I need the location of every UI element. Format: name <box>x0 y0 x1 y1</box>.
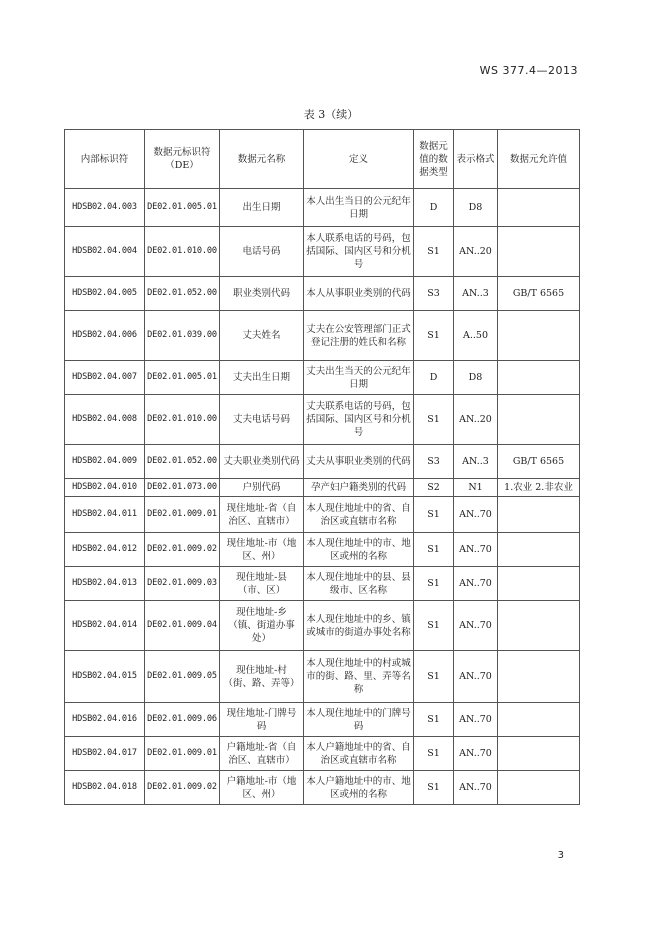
cell-format: AN..70 <box>454 771 498 805</box>
col-header-de-id: 数据元标识符（DE） <box>145 130 220 189</box>
cell-allowed <box>498 601 580 651</box>
cell-de: DE02.01.010.00 <box>145 227 220 277</box>
cell-de: DE02.01.009.02 <box>145 533 220 567</box>
cell-definition: 本人现住地址中的市、地区或州的名称 <box>304 533 414 567</box>
cell-id: HDSB02.04.004 <box>65 227 145 277</box>
table-row <box>65 497 580 533</box>
cell-definition: 本人现住地址中的省、自治区或直辖市名称 <box>304 497 414 533</box>
cell-definition: 丈夫联系电话的号码，包括国际、国内区号和分机号 <box>304 395 414 445</box>
table-row <box>65 277 580 311</box>
cell-name: 职业类别代码 <box>220 277 304 311</box>
cell-id: HDSB02.04.003 <box>65 189 145 227</box>
table-row <box>65 361 580 395</box>
cell-name: 现住地址-县（市、区） <box>220 567 304 601</box>
cell-format: A..50 <box>454 311 498 361</box>
cell-name: 丈夫出生日期 <box>220 361 304 395</box>
cell-id: HDSB02.04.010 <box>65 479 145 497</box>
cell-definition: 丈夫出生当天的公元纪年日期 <box>304 361 414 395</box>
cell-name: 现住地址-省（自治区、直辖市） <box>220 497 304 533</box>
cell-de: DE02.01.010.00 <box>145 395 220 445</box>
cell-de: DE02.01.005.01 <box>145 189 220 227</box>
standard-code: WS 377.4—2013 <box>479 64 578 77</box>
cell-id: HDSB02.04.007 <box>65 361 145 395</box>
cell-de: DE02.01.009.03 <box>145 567 220 601</box>
table-row <box>65 567 580 601</box>
cell-format: AN..70 <box>454 737 498 771</box>
cell-name: 丈夫电话号码 <box>220 395 304 445</box>
cell-id: HDSB02.04.016 <box>65 703 145 737</box>
cell-id: HDSB02.04.013 <box>65 567 145 601</box>
cell-allowed: 1.农业 2.非农业 <box>498 479 580 497</box>
cell-format: D8 <box>454 189 498 227</box>
data-element-table <box>64 129 580 805</box>
cell-format: AN..70 <box>454 497 498 533</box>
table-row <box>65 395 580 445</box>
cell-de: DE02.01.009.05 <box>145 651 220 703</box>
table-row <box>65 737 580 771</box>
cell-id: HDSB02.04.017 <box>65 737 145 771</box>
cell-allowed <box>498 771 580 805</box>
cell-type: S1 <box>414 703 454 737</box>
cell-allowed <box>498 533 580 567</box>
table-row <box>65 703 580 737</box>
cell-de: DE02.01.039.00 <box>145 311 220 361</box>
table-caption: 表 3（续） <box>303 108 359 121</box>
cell-type: S1 <box>414 227 454 277</box>
cell-format: AN..20 <box>454 227 498 277</box>
col-header-format: 表示格式 <box>454 130 498 189</box>
cell-allowed: GB/T 6565 <box>498 445 580 479</box>
cell-name: 现住地址-市（地区、州） <box>220 533 304 567</box>
cell-id: HDSB02.04.008 <box>65 395 145 445</box>
cell-format: AN..20 <box>454 395 498 445</box>
col-header-data-type: 数据元值的数据类型 <box>414 130 454 189</box>
cell-allowed <box>498 497 580 533</box>
cell-allowed <box>498 567 580 601</box>
cell-allowed <box>498 737 580 771</box>
cell-definition: 本人现住地址中的村或城市的街、路、里、弄等名称 <box>304 651 414 703</box>
cell-format: AN..70 <box>454 651 498 703</box>
cell-format: AN..3 <box>454 445 498 479</box>
cell-allowed <box>498 361 580 395</box>
cell-de: DE02.01.052.00 <box>145 277 220 311</box>
cell-name: 现住地址-乡（镇、街道办事处） <box>220 601 304 651</box>
cell-allowed <box>498 227 580 277</box>
cell-name: 现住地址-门牌号码 <box>220 703 304 737</box>
cell-id: HDSB02.04.006 <box>65 311 145 361</box>
cell-allowed <box>498 395 580 445</box>
cell-id: HDSB02.04.018 <box>65 771 145 805</box>
cell-type: S2 <box>414 479 454 497</box>
table-row <box>65 227 580 277</box>
cell-type: D <box>414 361 454 395</box>
cell-format: AN..3 <box>454 277 498 311</box>
col-header-internal-id: 内部标识符 <box>65 130 145 189</box>
header-row <box>65 130 580 189</box>
cell-de: DE02.01.009.02 <box>145 771 220 805</box>
cell-format: AN..70 <box>454 601 498 651</box>
cell-format: AN..70 <box>454 567 498 601</box>
cell-id: HDSB02.04.014 <box>65 601 145 651</box>
cell-type: D <box>414 189 454 227</box>
table-row <box>65 533 580 567</box>
table-row <box>65 445 580 479</box>
cell-type: S1 <box>414 395 454 445</box>
cell-definition: 本人现住地址中的门牌号码 <box>304 703 414 737</box>
cell-name: 丈夫职业类别代码 <box>220 445 304 479</box>
cell-format: AN..70 <box>454 703 498 737</box>
cell-definition: 本人出生当日的公元纪年日期 <box>304 189 414 227</box>
cell-definition: 本人联系电话的号码，包括国际、国内区号和分机号 <box>304 227 414 277</box>
cell-type: S1 <box>414 567 454 601</box>
cell-format: AN..70 <box>454 533 498 567</box>
table-row <box>65 651 580 703</box>
cell-definition: 丈夫在公安管理部门正式登记注册的姓氏和名称 <box>304 311 414 361</box>
table-row <box>65 771 580 805</box>
col-header-name: 数据元名称 <box>220 130 304 189</box>
cell-id: HDSB02.04.015 <box>65 651 145 703</box>
cell-allowed <box>498 189 580 227</box>
cell-name: 户籍地址-市（地区、州） <box>220 771 304 805</box>
cell-de: DE02.01.073.00 <box>145 479 220 497</box>
cell-type: S1 <box>414 651 454 703</box>
cell-id: HDSB02.04.005 <box>65 277 145 311</box>
table-row <box>65 189 580 227</box>
cell-id: HDSB02.04.011 <box>65 497 145 533</box>
cell-definition: 本人现住地址中的县、县级市、区名称 <box>304 567 414 601</box>
cell-id: HDSB02.04.009 <box>65 445 145 479</box>
cell-definition: 孕产妇户籍类别的代码 <box>304 479 414 497</box>
cell-de: DE02.01.009.01 <box>145 737 220 771</box>
cell-allowed <box>498 311 580 361</box>
page-number: 3 <box>557 850 564 861</box>
cell-type: S1 <box>414 737 454 771</box>
cell-definition: 本人从事职业类别的代码 <box>304 277 414 311</box>
cell-de: DE02.01.009.04 <box>145 601 220 651</box>
cell-type: S3 <box>414 445 454 479</box>
cell-id: HDSB02.04.012 <box>65 533 145 567</box>
cell-definition: 本人现住地址中的乡、镇或城市的街道办事处名称 <box>304 601 414 651</box>
cell-definition: 本人户籍地址中的省、自治区或直辖市名称 <box>304 737 414 771</box>
cell-de: DE02.01.009.06 <box>145 703 220 737</box>
cell-allowed <box>498 651 580 703</box>
table-row <box>65 479 580 497</box>
cell-de: DE02.01.052.00 <box>145 445 220 479</box>
cell-name: 户籍地址-省（自治区、直辖市） <box>220 737 304 771</box>
cell-type: S1 <box>414 311 454 361</box>
cell-name: 现住地址-村（街、路、弄等） <box>220 651 304 703</box>
cell-format: D8 <box>454 361 498 395</box>
cell-name: 丈夫姓名 <box>220 311 304 361</box>
col-header-allowed-values: 数据元允许值 <box>498 130 580 189</box>
col-header-definition: 定义 <box>304 130 414 189</box>
cell-format: N1 <box>454 479 498 497</box>
cell-name: 出生日期 <box>220 189 304 227</box>
cell-type: S1 <box>414 533 454 567</box>
cell-name: 电话号码 <box>220 227 304 277</box>
cell-de: DE02.01.005.01 <box>145 361 220 395</box>
cell-de: DE02.01.009.01 <box>145 497 220 533</box>
cell-allowed: GB/T 6565 <box>498 277 580 311</box>
cell-type: S3 <box>414 277 454 311</box>
cell-allowed <box>498 703 580 737</box>
cell-type: S1 <box>414 771 454 805</box>
cell-type: S1 <box>414 601 454 651</box>
cell-definition: 丈夫从事职业类别的代码 <box>304 445 414 479</box>
table-row <box>65 601 580 651</box>
cell-definition: 本人户籍地址中的市、地区或州的名称 <box>304 771 414 805</box>
cell-name: 户别代码 <box>220 479 304 497</box>
cell-type: S1 <box>414 497 454 533</box>
table-row <box>65 311 580 361</box>
